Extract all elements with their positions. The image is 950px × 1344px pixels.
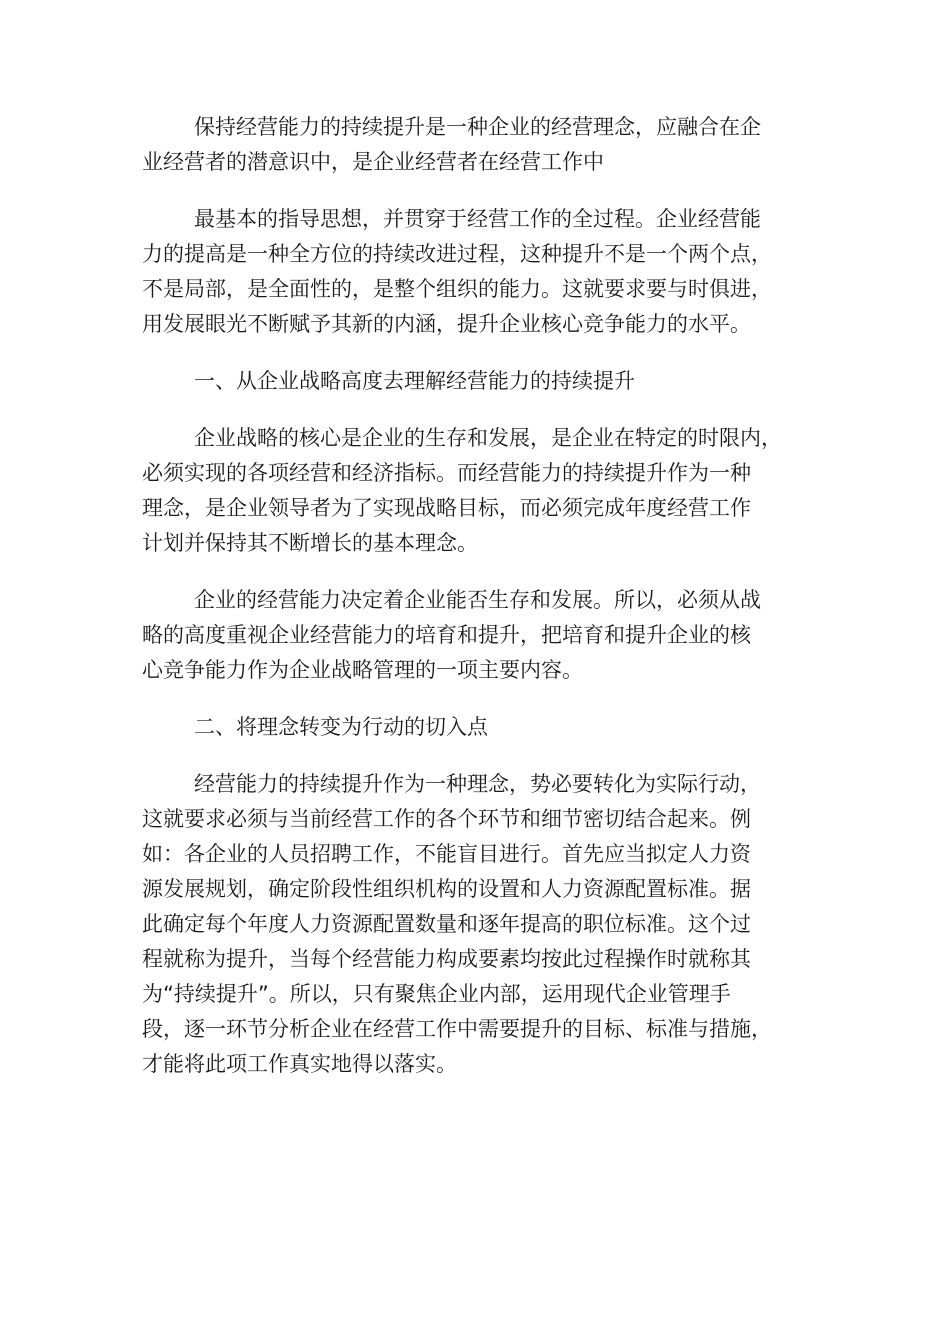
paragraph-line: 用发展眼光不断赋予其新的内涵，提升企业核心竞争能力的水平。	[142, 312, 751, 336]
paragraph-2	[142, 202, 822, 342]
paragraph-line: 企业战略的核心是企业的生存和发展，是企业在特定的时限内，	[194, 426, 782, 450]
paragraph-line: 如：各企业的人员招聘工作，不能盲目进行。首先应当拟定人力资	[142, 842, 751, 866]
paragraph-5	[142, 767, 822, 1082]
paragraph-line: 这就要求必须与当前经营工作的各个环节和细节密切结合起来。例	[142, 807, 751, 831]
paragraph-line: 此确定每个年度人力资源配置数量和逐年提高的职位标准。这个过	[142, 912, 751, 936]
paragraph-line: 略的高度重视企业经营能力的培育和提升，把培育和提升企业的核	[142, 623, 751, 647]
paragraph-line: 力的提高是一种全方位的持续改进过程，这种提升不是一个两个点，	[142, 242, 772, 266]
paragraph-line: 企业的经营能力决定着企业能否生存和发展。所以，必须从战	[194, 588, 761, 612]
document-page	[142, 110, 822, 1104]
paragraph-line: 段，逐一环节分析企业在经营工作中需要提升的目标、标准与措施，	[142, 1017, 772, 1041]
paragraph-line: 心竞争能力作为企业战略管理的一项主要内容。	[142, 658, 583, 682]
paragraph-line: 程就称为提升，当每个经营能力构成要素均按此过程操作时就称其	[142, 947, 751, 971]
paragraph-line: 计划并保持其不断增长的基本理念。	[142, 531, 478, 555]
paragraph-line: 经营能力的持续提升作为一种理念，势必要转化为实际行动，	[194, 772, 761, 796]
paragraph-line: 业经营者的潜意识中，是企业经营者在经营工作中	[142, 150, 604, 174]
paragraph-line: 最基本的指导思想，并贯穿于经营工作的全过程。企业经营能	[194, 207, 761, 231]
paragraph-line: 理念，是企业领导者为了实现战略目标，而必须完成年度经营工作	[142, 496, 751, 520]
paragraph-line: 源发展规划，确定阶段性组织机构的设置和人力资源配置标准。据	[142, 877, 751, 901]
paragraph-line: 为“持续提升”。所以，只有聚焦企业内部，运用现代企业管理手	[142, 982, 731, 1006]
paragraph-1	[142, 110, 822, 180]
section-heading-1: 一、从企业战略高度去理解经营能力的持续提升	[194, 369, 635, 393]
paragraph-3	[142, 421, 822, 561]
paragraph-line: 保持经营能力的持续提升是一种企业的经营理念，应融合在企	[194, 115, 761, 139]
paragraph-line: 不是局部，是全面性的，是整个组织的能力。这就要求要与时俱进，	[142, 277, 772, 301]
paragraph-4	[142, 583, 822, 688]
paragraph-line: 才能将此项工作真实地得以落实。	[142, 1052, 457, 1076]
section-heading-2: 二、将理念转变为行动的切入点	[194, 715, 488, 739]
paragraph-line: 必须实现的各项经营和经济指标。而经营能力的持续提升作为一种	[142, 461, 751, 485]
